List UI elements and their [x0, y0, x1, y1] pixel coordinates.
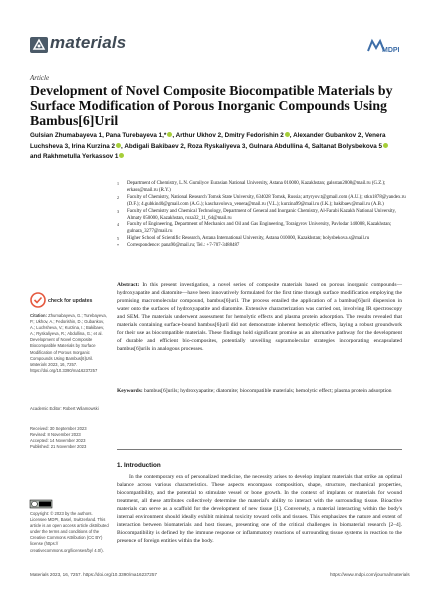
author[interactable]: Alexander Gubankov 2, [293, 132, 364, 139]
copyright: Copyright: © 2023 by the authors. Licensee MDPI, Basel, Switzerland. This article is an open access article distributed under the terms and conditions of the Creative Commons Attribution (CC BY) license (https:// creativecommons.org/licenses/by/ 4.0/). [30, 511, 109, 553]
affiliation: 2 Faculty of Chemistry, National Research Tomsk State University, 634028 Tomsk, Russia; artyryov.t@gmail.com (A.U.); stkn1878@yandex.ru (D.F.); 4.gubkin40@gmail.com (A.G.); kaschavolova_venera@mail.ru (V.L.); kurzina99@mail.ru (I.K.); bakibaev@mail.ru (A.B.) [117, 194, 406, 207]
academic-editor: Academic Editor: Robert Wilamowski [30, 406, 99, 411]
mdpi-logo[interactable] [366, 38, 400, 54]
affiliations [117, 181, 407, 250]
affiliation: 5 Higher School of Scientific Research, Astana International University, Astana 010000, Kazakhstan; bolysbekova.s@mail.ru [117, 236, 370, 242]
orcid-icon[interactable] [167, 132, 172, 137]
author[interactable]: Saltanat Bolysbekova 5 [312, 143, 388, 150]
citation: Citation: Zhumabayeva, G.; Turebayeva, P.; Ukhov, A.; Fedorishin, D.; Gubankov, A.; Luchsheva, V.; Kurzina, I.; Bakibaev, A.; Ryskaliyeva, R.; Abdullina, G.; et al. Development of Novel Composite Biocompatible Materials by Surface Modification of Porous Inorganic Compounds Using Bambus[6]Uril. Materials 2023, 16, 7257. https://doi.org/10.3390/ma16237257 [30, 313, 107, 373]
article-type: Article [30, 74, 50, 82]
footer-citation[interactable]: Materials 2023, 16, 7257. https://doi.org/10.3390/ma16237257 [30, 572, 157, 577]
author[interactable]: Roza Ryskaliyeva 3, [187, 142, 248, 150]
orcid-icon[interactable] [285, 132, 290, 137]
affiliation: 4 Faculty of Engineering, Department of Mechanics and Oil and Gas Engineering, Toraigyrov University, Pavlodar 140008, Kazakhstan; gulnara_3277@mail.ru [117, 222, 392, 235]
journal-logo-icon [30, 37, 48, 53]
check-for-updates-label: check for updates [48, 298, 93, 304]
author[interactable]: Arthur Ukhov 2, [175, 132, 223, 139]
journal-name[interactable]: materials [50, 33, 127, 52]
author[interactable]: Abdigali Bakibaev 2, [124, 142, 186, 150]
correspondence: * Correspondence: pana90@mail.ru; Tel.: +7-707-3488487 [117, 243, 240, 249]
abstract [117, 281, 402, 353]
author[interactable]: Gulnara Abdullina 4, [248, 142, 310, 150]
mdpi-text: MDPI [382, 47, 400, 54]
author[interactable]: Irina Kurzina 2 , [71, 142, 123, 150]
check-for-updates-icon[interactable] [30, 292, 93, 308]
section-heading: 1. Introduction [117, 462, 161, 469]
author[interactable]: Gulsian Zhumabayeva 1, [30, 132, 104, 139]
affiliation: 1 Department of Chemistry, L.N. Gumilyov Eurasian National University, Astana 010000, Kazakhstan; galsstan2008@mail.ru (G.Z.); erkass@mail.ru (R.Y.) [117, 181, 386, 193]
author[interactable]: Pana Turebayeva 1,* , [105, 132, 175, 139]
orcid-icon[interactable] [383, 143, 388, 148]
revised-date: Revised: 8 November 2023 [30, 432, 81, 437]
introduction-text: In the contemporary era of personalized medicine, the necessity arises to develop implant materials that strike an optimal balance across various characteristics. These aspects encompass composition, shape, structure, mechanical properties, biocompatibility, and the potential to stimulate vessel or bone growth. In the context of implants or materials for wound treatment, all these attributes collectively determine the material's ability to interact with the surrounding tissue. Bioactive materials can serve as a scaffold for the development of new tissue [1]. Conversely, a material interacting within the body's internal environment should ideally exhibit minimal toxicity toward cells and tissues. This emphasizes the nature and extent of interaction between biomaterials and host tissues, presenting one of the critical challenges in biomaterial research [2–4]. Biocompatibility is defined by the immune response or inflammatory reactions of surrounding tissue systems in reaction to the presence of foreign entities within the body. [117, 474, 402, 545]
affiliation: 3 Faculty of Chemistry and Chemical Technology, Department of General and Inorganic Chemistry, Al-Farabi Kazakh National University, Almaty 050000, Kazakhstan, roza32_11_64@mail.ru [117, 208, 396, 221]
author-list [30, 131, 400, 163]
published-date: Published: 21 November 2023 [30, 444, 87, 449]
keywords-text: bambus[6]urils; hydroxyapatite; diatomite; biocompatible materials; hemolytic effect; plasma protein adsorption [144, 388, 392, 394]
footer-url[interactable]: https://www.mdpi.com/journal/materials [330, 572, 410, 577]
accepted-date: Accepted: 14 November 2023 [30, 438, 86, 443]
orcid-icon[interactable] [119, 153, 124, 158]
orcid-icon[interactable] [116, 143, 121, 148]
article-title: Development of Novel Composite Biocompatible Materials by Surface Modification of Porous Inorganic Compounds Using Bambus[6]Uril [30, 83, 393, 129]
keywords-label: Keywords: [117, 388, 143, 394]
author[interactable]: Venera Luchsheva 3, [30, 132, 386, 150]
received-date: Received: 30 September 2023 [30, 426, 87, 431]
abstract-text: In this present investigation, a novel series of composite materials based on porous inorganic compounds—hydroxyapatite and diatomite—have been innovatively formulated for the first time through surface modification employing the promising macromolecular compound, bambus[6]uril. The process entailed the application of a bambus[6]uril dispersion in water onto the surfaces of hydroxyapatite and diatomite. Extensive characterization was carried out, involving IR spectroscopy and SEM. The materials underwent assessment for hemolytic effects and plasma protein adsorption. The results revealed that materials containing surface-bound bambus[6]uril did not demonstrate inherent hemolytic effects, laying a robust groundwork for their use as biocompatible materials. These findings hold significant promise as an alternative pathway for the development of durable and efficient bio-composites, potentially unveiling supramolecular strategies incorporating encapsulated bambus[6]urils in analogous processes. [117, 282, 402, 353]
cc-by-license-icon[interactable] [30, 500, 52, 508]
author[interactable]: Dmitry Fedorishin 2 , [224, 132, 292, 139]
keywords [117, 387, 402, 395]
abstract-label: Abstract: [117, 282, 140, 288]
author[interactable]: and Rakhmetulla Yerkassov 1 [30, 153, 124, 160]
divider [117, 449, 402, 450]
